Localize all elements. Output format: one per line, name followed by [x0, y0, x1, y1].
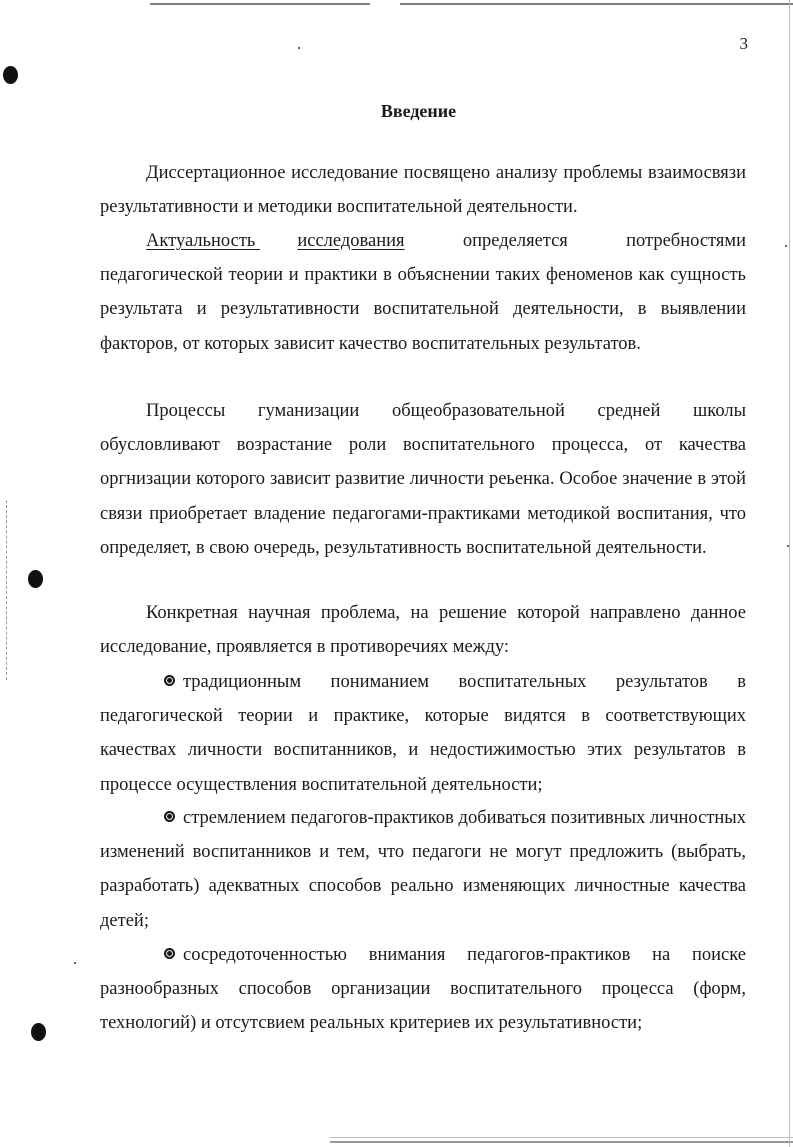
list-item-text: сосредоточенностью внимания педагогов-практиков на поиске разнообразных способов организации воспитательного процесса (форм, технологий) и отсутсвием реальных критериев их результативности;: [100, 945, 746, 1034]
scan-edge-bottom: [330, 1141, 793, 1143]
paragraph-relevance: [100, 224, 746, 361]
paragraph-humanization: Процессы гуманизации общеобразовательной средней школы обусловливают возрастание роли воспитательного процесса, от качества оргнизации которого зависит развитие личности реьенка. Особое значение в этой связи приобретает владение педагогами-практиками методикой воспитания, что определяет, в свою очередь, результативность воспитательной деятельности.: [100, 401, 746, 558]
relevance-term-2: исследования: [297, 231, 405, 251]
punch-hole-top: [3, 66, 18, 84]
scan-edge-top: [150, 3, 793, 5]
relevance-term: Актуальность: [146, 231, 256, 251]
margin-mark: [6, 500, 8, 680]
punch-hole-bottom: [31, 1023, 46, 1041]
bullet-icon: [164, 675, 175, 686]
scan-speck: [74, 962, 76, 964]
scan-edge-right: [789, 0, 790, 1147]
relevance-text: определяется потребностями педагогической теории и практики в объяснении таких феноменов как сущность результата и результативности воспитательной деятельности, в выявлении факторов, от которых зависит качество воспитательных результатов.: [100, 231, 746, 354]
scan-speck: [298, 47, 300, 49]
bullet-icon: [164, 948, 175, 959]
list-item: [100, 938, 746, 1041]
punch-hole-middle: [28, 570, 43, 588]
underline-gap: [255, 224, 297, 258]
scan-speck: [785, 245, 787, 247]
scan-speck: [787, 545, 789, 547]
page-number: 3: [739, 34, 748, 53]
scan-edge-bottom-inner: [330, 1137, 793, 1138]
page-title: Введение: [380, 101, 457, 121]
paragraph-intro: Диссертационное исследование посвящено анализу проблемы взаимосвязи результативности и методики воспитательной деятельности.: [100, 163, 746, 218]
paragraph-problem: Конкретная научная проблема, на решение которой направлено данное исследование, проявляется в противоречиях между:: [100, 603, 746, 658]
list-item: [100, 665, 746, 802]
list-item-text: традиционным пониманием воспитательных результатов в педагогической теории и практике, которые видятся в соответствующих качествах личности воспитанников, и недостижимостью этих результатов в процессе осуществления воспитательной деятельности;: [100, 672, 746, 795]
list-item-text: стремлением педагогов-практиков добиваться позитивных личностных изменений воспитанников и тем, что педагоги не могут предложить (выбрать, разработать) адекватных способов реально изменяющих личностные качества детей;: [100, 808, 746, 931]
list-item: [100, 801, 746, 938]
bullet-icon: [164, 811, 175, 822]
